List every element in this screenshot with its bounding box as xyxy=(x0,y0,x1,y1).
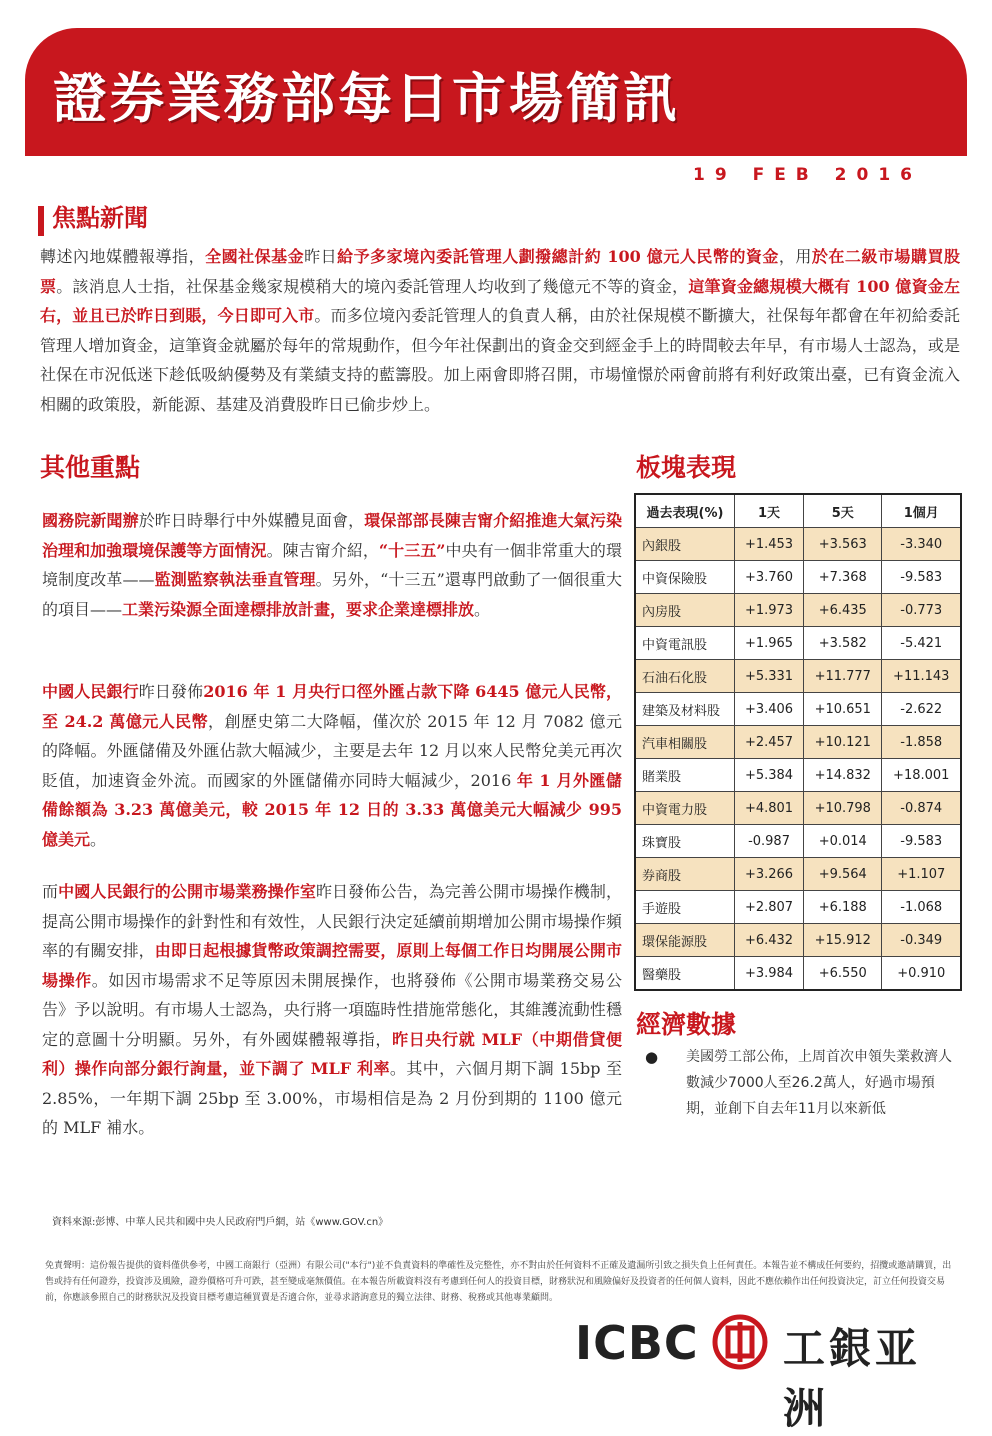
sector-name-cell: 中資保險股 xyxy=(635,561,735,594)
performance-cell: +6.550 xyxy=(804,957,882,991)
performance-cell: -2.622 xyxy=(882,693,961,726)
body-text: ，用 xyxy=(778,247,812,266)
other-paragraph-open-market xyxy=(42,877,622,1143)
performance-cell: +11.777 xyxy=(804,660,882,693)
body-text: 。 xyxy=(474,599,491,619)
sector-name-cell: 中資電訊股 xyxy=(635,627,735,660)
highlight-text: “十三五” xyxy=(378,540,446,560)
sector-performance-table xyxy=(634,493,962,991)
table-row xyxy=(635,561,961,594)
performance-cell: -0.987 xyxy=(735,825,804,858)
economic-data-title: 經濟數據 xyxy=(636,1010,737,1039)
body-text: 昨日發佈 xyxy=(138,682,204,701)
highlight-text: 監測監察執法垂直管理 xyxy=(154,570,316,589)
performance-cell: -0.773 xyxy=(882,594,961,627)
body-text: 。 xyxy=(90,829,107,849)
table-row xyxy=(635,792,961,825)
performance-cell: +3.266 xyxy=(735,858,804,891)
body-text: 中央有一個非常重大的環境制度改革—— xyxy=(42,540,622,589)
highlight-text: 全國社保基金 xyxy=(205,247,305,266)
sector-name-cell: 建築及材料股 xyxy=(635,693,735,726)
table-row xyxy=(635,825,961,858)
column-header: 過去表現(%) xyxy=(635,494,735,528)
body-text: 於昨日時舉行中外媒體見面會， xyxy=(138,511,365,530)
highlight-text: 這筆資金總規模大概有 100 億資金左右，並且已於昨日到賬，今日即可入市 xyxy=(40,276,960,325)
icbc-emblem-icon xyxy=(710,1312,770,1372)
icbc-logo xyxy=(575,1310,965,1433)
sector-performance-title: 板塊表現 xyxy=(636,453,737,482)
performance-cell: -9.583 xyxy=(882,561,961,594)
body-text: 。陳吉甯介紹， xyxy=(266,540,379,560)
table-row xyxy=(635,594,961,627)
disclaimer: 免責聲明：這份報告提供的資料僅供參考，中國工商銀行（亞洲）有限公司("本行")並不負責資料的準確性及完整性，亦不對由於任何資料不正確及遺漏所引致之損失負上任何責任。本報告並不構成任何要約，招攬或邀請購買，出售或持有任何證券，投資涉及風險，證券價格可升可跌，甚至變成毫無價值。在本報告所載資料沒有考慮到任何人的投資目標，財務狀況和風險偏好及投資者的任何個人資料，因此不應依賴作出任何投資決定，訂立任何投資交易前，你應該參照自己的財務狀況及投資目標考慮這種買賣是否適合你，並尋求諮詢意見的獨立法律、財務、稅務或其他專業顧問。 xyxy=(45,1261,952,1303)
highlight-text: 於在二級市場購買股票 xyxy=(40,247,960,296)
performance-cell: +1.453 xyxy=(735,528,804,561)
performance-cell: +10.798 xyxy=(804,792,882,825)
highlight-text: 環保部部長陳吉甯介紹推進大氣污染治理和加強環境保護等方面情況 xyxy=(42,511,622,560)
table-row xyxy=(635,759,961,792)
report-date: 19 FEB 2016 xyxy=(693,165,922,185)
sector-name-cell: 珠寶股 xyxy=(635,825,735,858)
sector-name-cell: 汽車相關股 xyxy=(635,726,735,759)
header-banner xyxy=(25,28,967,156)
other-paragraph-fx-reserves xyxy=(42,677,622,854)
table-row xyxy=(635,528,961,561)
performance-cell: +0.910 xyxy=(882,957,961,991)
highlight-text: 中國人民銀行 xyxy=(42,682,139,701)
highlight-text: 昨日央行就 MLF（中期借貸便利）操作向部分銀行詢量，並下調了 MLF 利率 xyxy=(42,1029,622,1078)
performance-cell: -0.349 xyxy=(882,924,961,957)
sector-name-cell: 環保能源股 xyxy=(635,924,735,957)
sector-name-cell: 券商股 xyxy=(635,858,735,891)
performance-cell: +3.984 xyxy=(735,957,804,991)
bullet-icon: ● xyxy=(645,1048,659,1066)
performance-cell: +4.801 xyxy=(735,792,804,825)
performance-cell: +7.368 xyxy=(804,561,882,594)
performance-cell: +3.563 xyxy=(804,528,882,561)
table-header-row xyxy=(635,494,961,528)
body-text: 轉述內地媒體報導指， xyxy=(40,247,206,266)
table-row xyxy=(635,726,961,759)
highlight-text: 國務院新聞辦 xyxy=(42,511,139,530)
sector-name-cell: 醫藥股 xyxy=(635,957,735,991)
other-highlights-title: 其他重點 xyxy=(40,453,141,482)
performance-cell: +6.188 xyxy=(804,891,882,924)
performance-cell: +10.121 xyxy=(804,726,882,759)
body-text: 。而多位境內委託管理人的負責人稱，由於社保規模不斷擴大，社保每年都會在年初給委託管理人增加資金，這筆資金就屬於每年的常規動作，但今年社保劃出的資金交到經金手上的時間較去年早，有市場人士認為，或是社保在市況低迷下趁低吸納優勢及有業績支持的藍籌股。加上兩會即將召開，市場憧憬於兩會前將有利好政策出臺，已有資金流入相關的政策股，新能源、基建及消費股昨日已偷步炒上。 xyxy=(40,306,960,414)
highlight-text: 給予多家境內委託管理人劃撥總計約 100 億元人民幣的資金 xyxy=(337,247,779,266)
performance-cell: -3.340 xyxy=(882,528,961,561)
performance-cell: +18.001 xyxy=(882,759,961,792)
performance-cell: +1.107 xyxy=(882,858,961,891)
performance-cell: +9.564 xyxy=(804,858,882,891)
table-row xyxy=(635,924,961,957)
sector-name-cell: 賭業股 xyxy=(635,759,735,792)
performance-cell: +1.965 xyxy=(735,627,804,660)
body-text: 而 xyxy=(42,882,59,901)
focus-news-title: 焦點新聞 xyxy=(52,204,148,232)
table-row xyxy=(635,693,961,726)
performance-cell: +11.143 xyxy=(882,660,961,693)
performance-cell: +2.457 xyxy=(735,726,804,759)
report-title: 證券業務部每日市場簡訊 xyxy=(53,67,680,130)
performance-cell: +5.384 xyxy=(735,759,804,792)
sector-name-cell: 手遊股 xyxy=(635,891,735,924)
performance-cell: +10.651 xyxy=(804,693,882,726)
column-header: 5天 xyxy=(804,494,882,528)
highlight-text: 由即日起根據貨幣政策調控需要，原則上每個工作日均開展公開市場操作 xyxy=(42,941,622,990)
performance-cell: +3.406 xyxy=(735,693,804,726)
sector-name-cell: 內房股 xyxy=(635,594,735,627)
body-text: 。另外，“十三五”還專門啟動了一個很重大的項目—— xyxy=(42,570,622,619)
performance-cell: +2.807 xyxy=(735,891,804,924)
performance-cell: +1.973 xyxy=(735,594,804,627)
data-source: 資料來源:彭博、中華人民共和國中央人民政府門戶網，站《www.GOV.cn》 xyxy=(52,1217,389,1228)
table-row xyxy=(635,627,961,660)
performance-cell: +15.912 xyxy=(804,924,882,957)
performance-cell: -5.421 xyxy=(882,627,961,660)
table-row xyxy=(635,891,961,924)
sector-name-cell: 內銀股 xyxy=(635,528,735,561)
performance-cell: -0.874 xyxy=(882,792,961,825)
performance-cell: -1.068 xyxy=(882,891,961,924)
performance-cell: +0.014 xyxy=(804,825,882,858)
performance-cell: +6.435 xyxy=(804,594,882,627)
logo-chinese: 工銀亚洲 xyxy=(783,1324,922,1433)
table-row xyxy=(635,957,961,991)
logo-english: ICBC xyxy=(575,1316,699,1370)
performance-cell: -9.583 xyxy=(882,825,961,858)
body-text: ，創歷史第二大降幅，僅次於 2015 年 12 月 7082 億元的降幅。外匯儲備及外匯佔款大幅減少，主要是去年 12 月以來人民幣兌美元再次貶值，加速資金外流。而國家的外匯儲備亦同時大幅減少，2016 xyxy=(42,711,622,790)
sector-name-cell: 石油石化股 xyxy=(635,660,735,693)
performance-cell: +6.432 xyxy=(735,924,804,957)
column-header: 1個月 xyxy=(882,494,961,528)
performance-cell: +3.760 xyxy=(735,561,804,594)
body-text: 。如因市場需求不足等原因未開展操作，也將發佈《公開市場業務交易公告》予以說明。有市場人士認為，央行將一項臨時性措施常態化，其維護流動性穩定的意圖十分明顯。另外，有外國媒體報導指， xyxy=(42,970,622,1049)
focus-news-paragraph xyxy=(40,242,960,419)
body-text: 昨日 xyxy=(304,247,338,266)
performance-cell: +14.832 xyxy=(804,759,882,792)
highlight-text: 工業污染源全面達標排放計畫，要求企業達標排放 xyxy=(122,599,475,619)
performance-cell: -1.858 xyxy=(882,726,961,759)
performance-cell: +5.331 xyxy=(735,660,804,693)
sector-name-cell: 中資電力股 xyxy=(635,792,735,825)
table-row xyxy=(635,660,961,693)
column-header: 1天 xyxy=(735,494,804,528)
body-text: 昨日發佈公告，為完善公開市場操作機制，提高公開市場操作的針對性和有效性，人民銀行決定延續前期增加公開市場操作頻率的有關安排， xyxy=(42,882,622,960)
body-text: 。該消息人士指，社保基金幾家規模稍大的境內委託管理人均收到了幾億元不等的資金， xyxy=(56,276,689,296)
table-row xyxy=(635,858,961,891)
highlight-text: 中國人民銀行的公開市場業務操作室 xyxy=(58,882,316,901)
body-text: 。其中，六個月期下調 15bp 至 2.85%，一年期下調 25bp 至 3.00%，市場相信是為 2 月份到期的 1100 億元的 MLF 補水。 xyxy=(42,1059,622,1137)
other-paragraph-environment xyxy=(42,506,622,624)
highlight-text: 年 1 月外匯儲備餘額為 3.23 萬億美元，較 2015 年 12 日的 3.33 萬億美元大幅減少 995 億美元 xyxy=(42,770,622,849)
focus-title-marker xyxy=(38,206,44,236)
economic-data-text: 美國勞工部公佈，上周首次申領失業救濟人數減少7000人至26.2萬人，好過市場預期，並創下自去年11月以來新低 xyxy=(686,1049,952,1117)
highlight-text: 2016 年 1 月央行口徑外匯占款下降 6445 億元人民幣，至 24.2 萬億元人民幣 xyxy=(42,682,622,731)
performance-cell: +3.582 xyxy=(804,627,882,660)
